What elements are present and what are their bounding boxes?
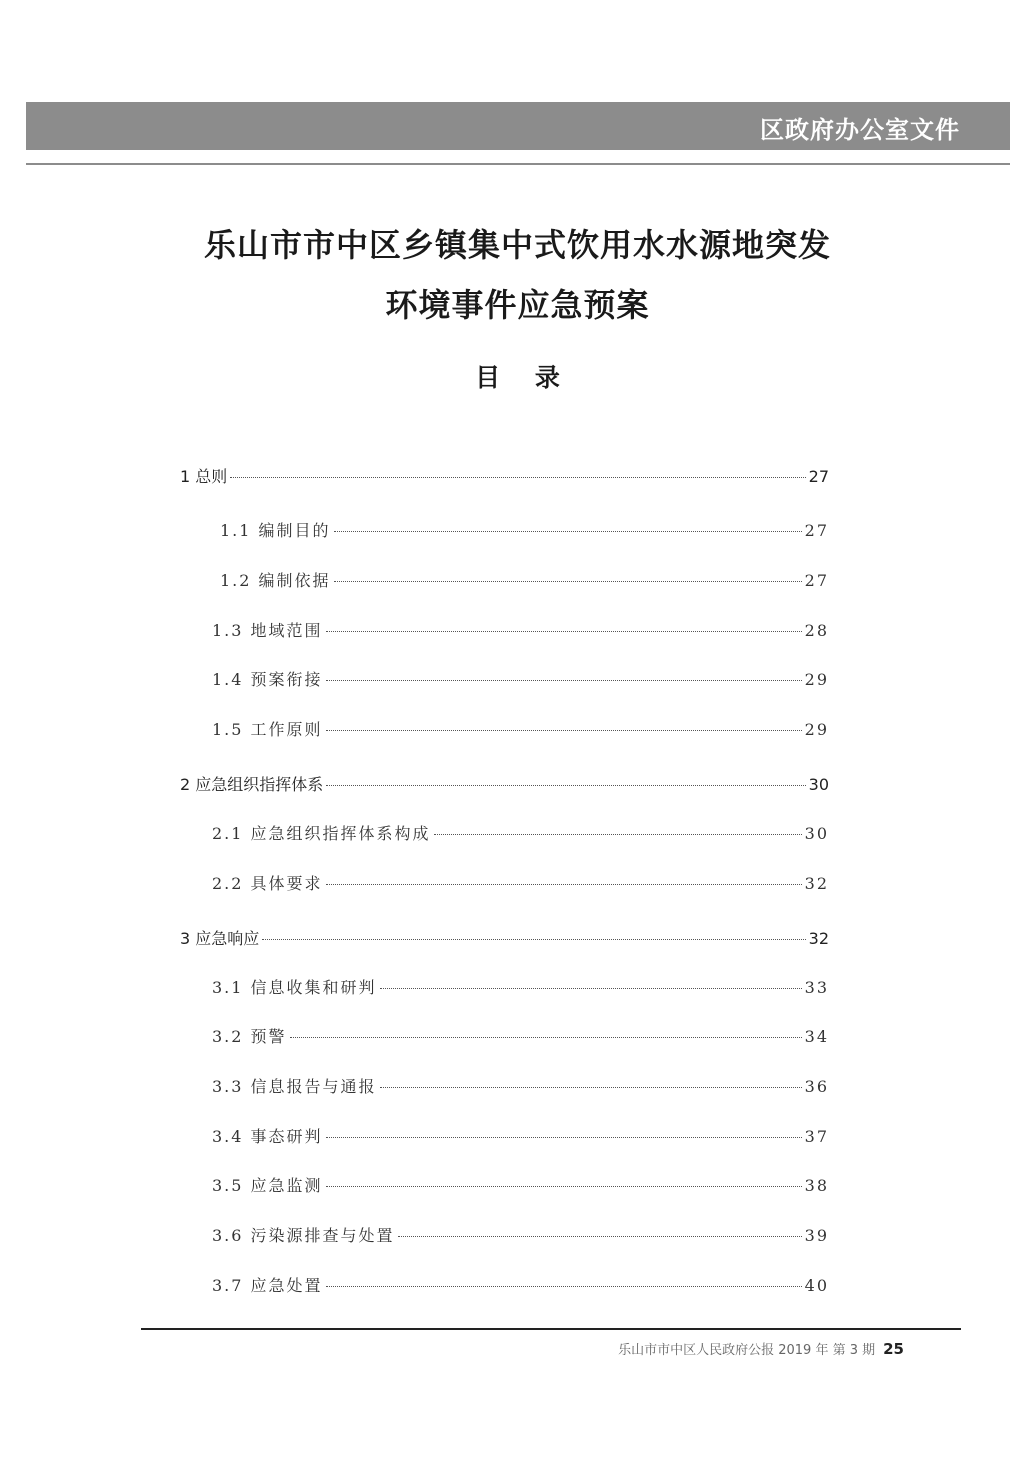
- toc-entry-page: 30: [804, 824, 829, 843]
- toc-entry-page: 28: [804, 621, 829, 640]
- footer-page-number: 25: [883, 1340, 904, 1358]
- toc-entry-label: 3.3 信息报告与通报: [212, 1077, 377, 1096]
- toc-leader-dots: [326, 884, 802, 885]
- toc-leader-dots: [326, 680, 802, 681]
- header-divider: [26, 163, 1010, 165]
- toc-entry[interactable]: [180, 464, 829, 488]
- footer-divider: [141, 1328, 961, 1330]
- toc-entry-page: 29: [804, 720, 829, 739]
- toc-leader-dots: [326, 1137, 802, 1138]
- header-bar: [26, 102, 1010, 150]
- footer: [618, 1339, 904, 1358]
- toc-entry[interactable]: [212, 717, 829, 741]
- toc-entry[interactable]: [212, 1273, 829, 1297]
- toc-entry-page: 33: [804, 978, 829, 997]
- toc-leader-dots: [230, 477, 805, 478]
- toc-entry-page: 32: [808, 929, 829, 948]
- toc-entry[interactable]: [180, 772, 829, 796]
- toc-entry-page: 27: [804, 571, 829, 590]
- toc-entry[interactable]: [212, 1173, 829, 1197]
- toc-leader-dots: [326, 785, 805, 786]
- toc-entry[interactable]: [220, 518, 829, 542]
- toc-entry-label: 1 总则: [180, 467, 228, 486]
- document-title-line-1: 乐山市市中区乡镇集中式饮用水水源地突发: [203, 226, 831, 264]
- toc-entry[interactable]: [212, 667, 829, 691]
- toc-entry-label: 3.5 应急监测: [212, 1176, 323, 1195]
- toc-entry-label: 3.4 事态研判: [212, 1127, 323, 1146]
- toc-entry-page: 40: [804, 1276, 829, 1295]
- toc-entry-label: 3.1 信息收集和研判: [212, 978, 377, 997]
- toc-entry-page: 38: [804, 1176, 829, 1195]
- toc-heading: 目 录: [475, 363, 560, 392]
- toc-leader-dots: [334, 581, 802, 582]
- toc-entry-page: 27: [808, 467, 829, 486]
- toc-entry-label: 3.2 预警: [212, 1027, 287, 1046]
- toc-leader-dots: [326, 631, 802, 632]
- toc-entry[interactable]: [220, 568, 829, 592]
- toc-entry-label: 2.2 具体要求: [212, 874, 323, 893]
- toc-leader-dots: [380, 988, 802, 989]
- toc-leader-dots: [334, 531, 802, 532]
- toc-entry-label: 1.2 编制依据: [220, 571, 331, 590]
- toc-leader-dots: [380, 1087, 802, 1088]
- toc-leader-dots: [262, 939, 805, 940]
- toc-entry[interactable]: [212, 821, 829, 845]
- toc-entry-page: 36: [804, 1077, 829, 1096]
- toc-entry-page: 29: [804, 670, 829, 689]
- toc-entry-page: 27: [804, 521, 829, 540]
- toc-entry-page: 37: [804, 1127, 829, 1146]
- footer-publication: 乐山市市中区人民政府公报 2019 年 第 3 期: [618, 1343, 876, 1358]
- toc-leader-dots: [398, 1236, 802, 1237]
- toc-entry[interactable]: [212, 618, 829, 642]
- toc-entry-label: 3 应急响应: [180, 929, 260, 948]
- toc-entry[interactable]: [212, 1223, 829, 1247]
- toc-leader-dots: [326, 1286, 802, 1287]
- toc-entry-label: 1.3 地域范围: [212, 621, 323, 640]
- document-title-line-2: 环境事件应急预案: [385, 286, 650, 324]
- toc-entry-label: 3.6 污染源排查与处置: [212, 1226, 395, 1245]
- toc-entry-label: 1.4 预案衔接: [212, 670, 323, 689]
- toc-entry[interactable]: [212, 1124, 829, 1148]
- toc-entry[interactable]: [212, 1024, 829, 1048]
- toc-leader-dots: [290, 1037, 802, 1038]
- toc-entry-label: 3.7 应急处置: [212, 1276, 323, 1295]
- toc-entry[interactable]: [212, 975, 829, 999]
- toc-entry-page: 34: [804, 1027, 829, 1046]
- toc-entry-label: 2 应急组织指挥体系: [180, 775, 324, 794]
- toc-entry[interactable]: [180, 926, 829, 950]
- toc-entry-label: 2.1 应急组织指挥体系构成: [212, 824, 431, 843]
- toc-entry-label: 1.5 工作原则: [212, 720, 323, 739]
- toc-leader-dots: [434, 834, 802, 835]
- toc-entry-page: 39: [804, 1226, 829, 1245]
- toc-entry-page: 32: [804, 874, 829, 893]
- toc-leader-dots: [326, 1186, 802, 1187]
- toc-entry-label: 1.1 编制目的: [220, 521, 331, 540]
- header-title: 区政府办公室文件: [760, 116, 960, 144]
- toc-entry[interactable]: [212, 1074, 829, 1098]
- toc-leader-dots: [326, 730, 802, 731]
- toc-entry-page: 30: [808, 775, 829, 794]
- toc-entry[interactable]: [212, 871, 829, 895]
